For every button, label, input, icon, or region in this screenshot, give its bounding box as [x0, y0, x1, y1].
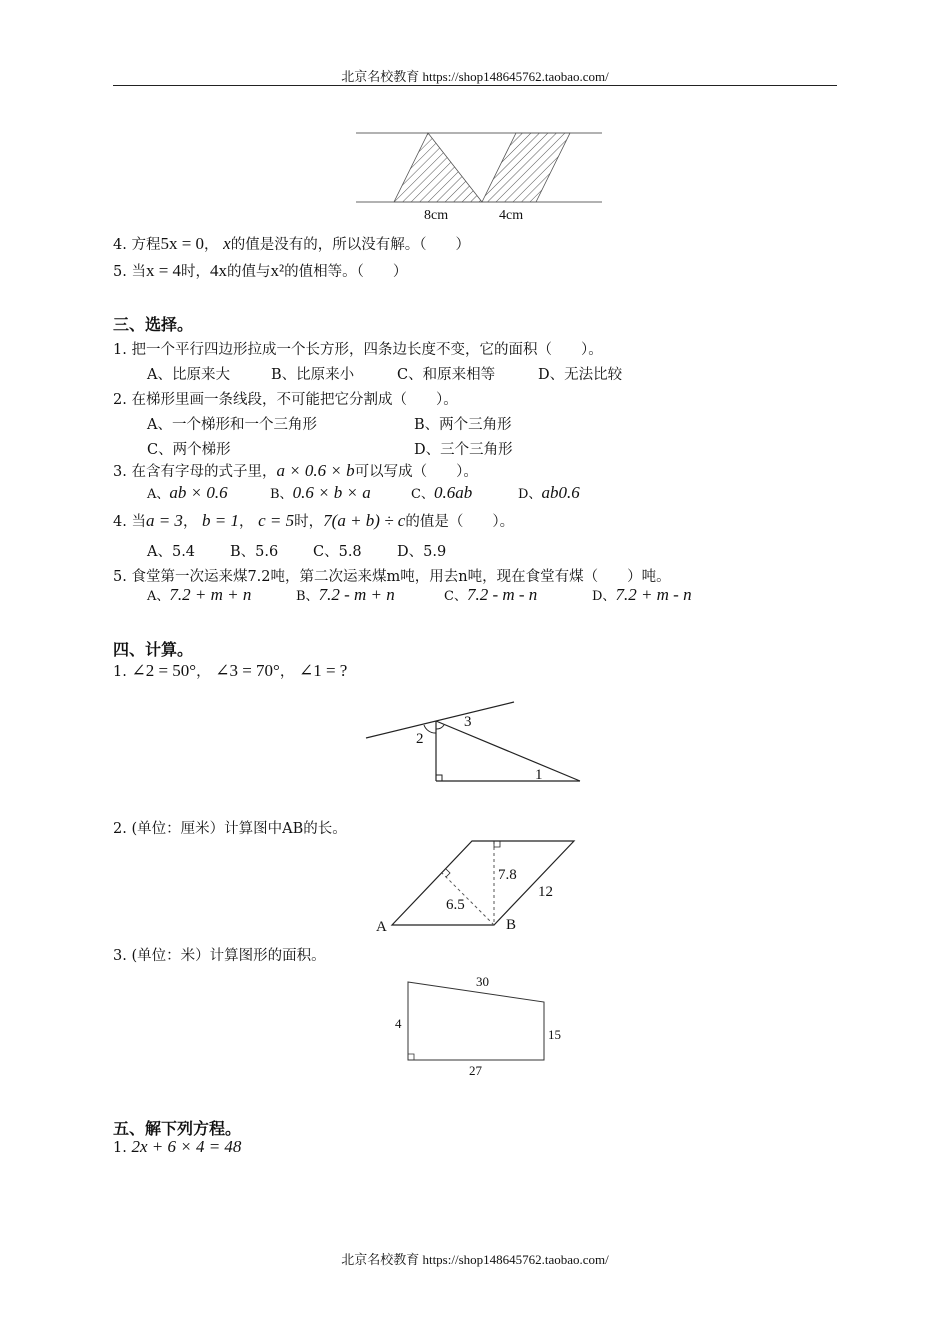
parallel-lines-figure	[340, 120, 620, 230]
q2-option-b: B、两个三角形	[414, 417, 512, 433]
angle-triangle-figure	[360, 695, 590, 790]
label-6-5: 6.5	[446, 897, 465, 913]
q4-option-c: C、5.8	[313, 544, 362, 560]
section-3-title: 三、选择。	[113, 315, 194, 334]
hypotenuse	[436, 721, 580, 781]
q3-option-c: C、0.6ab	[411, 483, 473, 502]
angle-3-arc	[436, 725, 444, 729]
page-header: 北京名校教育 https://shop148645762.taobao.com/	[341, 69, 609, 84]
q2-option-a: A、一个梯形和一个三角形	[147, 417, 317, 433]
calc-question-1: 1. ∠2 = 50°， ∠3 = 70°， ∠1 = ?	[113, 661, 348, 680]
q2-option-d: D、三个三角形	[414, 442, 513, 458]
judge-question-4: 4. 方程5x = 0， x的值是没有的，所以没有解。（ ）	[113, 234, 470, 253]
q2-option-c: C、两个梯形	[147, 442, 231, 458]
judge-question-5: 5. 当x = 4时，4x的值与x²的值相等。（ ）	[113, 261, 408, 280]
shaded-parallelogram	[482, 133, 570, 202]
section-4-title: 四、计算。	[113, 640, 194, 659]
label-4cm: 4cm	[499, 208, 524, 223]
q4-option-a: A、5.4	[147, 544, 196, 560]
choice-question-2: 2. 在梯形里画一条线段，不可能把它分割成（ ）。	[113, 392, 458, 408]
angle-label-1: 1	[535, 767, 543, 783]
angle-label-2: 2	[416, 731, 424, 747]
right-angle-mark-3	[408, 1054, 414, 1060]
choice-question-4: 4. 当a = 3， b = 1， c = 5时，7(a + b) ÷ c的值是（ ）。	[113, 511, 515, 530]
vertex-label-a: A	[376, 919, 387, 935]
q5-option-a: A、7.2 + m + n	[147, 585, 252, 604]
choice-question-1: 1. 把一个平行四边形拉成一个长方形，四条边长度不变，它的面积（ ）。	[113, 342, 603, 358]
label-27: 27	[469, 1063, 482, 1078]
right-angle-mark	[436, 775, 442, 781]
trapezoid-outline	[408, 982, 544, 1060]
angle-2-arc	[424, 725, 436, 733]
choice-question-5: 5. 食堂第一次运来煤7.2吨，第二次运来煤m吨，用去n吨，现在食堂有煤（ ）吨。	[113, 569, 671, 585]
page-footer: 北京名校教育 https://shop148645762.taobao.com/	[341, 1252, 609, 1267]
q1-option-a: A、比原来大	[147, 367, 230, 383]
q4-option-d: D、5.9	[397, 544, 447, 560]
q5-option-d: D、7.2 + m - n	[592, 585, 692, 604]
q3-option-a: A、ab × 0.6	[147, 483, 228, 502]
label-8cm: 8cm	[424, 208, 449, 223]
q5-option-b: B、7.2 - m + n	[296, 585, 395, 604]
trapezoid-figure	[380, 968, 580, 1080]
slanted-line	[366, 702, 514, 738]
q1-option-c: C、和原来相等	[397, 367, 496, 383]
q3-option-d: D、ab0.6	[518, 483, 580, 502]
label-4: 4	[395, 1016, 402, 1031]
label-30: 30	[476, 974, 489, 989]
q1-option-b: B、比原来小	[271, 367, 355, 383]
section-5-title: 五、解下列方程。	[113, 1119, 242, 1138]
calc-question-3: 3. (单位：米）计算图形的面积。	[113, 948, 326, 964]
label-12: 12	[538, 884, 553, 900]
q4-option-b: B、5.6	[230, 544, 279, 560]
label-15: 15	[548, 1027, 561, 1042]
q3-option-b: B、0.6 × b × a	[270, 483, 371, 502]
equation-question-1: 1. 2x + 6 × 4 = 48	[113, 1137, 242, 1156]
shaded-triangle	[394, 133, 482, 202]
right-angle-mark-top	[494, 841, 500, 847]
calc-question-2: 2. (单位：厘米）计算图中AB的长。	[113, 821, 347, 837]
vertex-label-b: B	[506, 917, 517, 933]
q5-option-c: C、7.2 - m - n	[444, 585, 538, 604]
parallelogram-figure	[370, 835, 585, 935]
angle-label-3: 3	[464, 714, 472, 730]
label-7-8: 7.8	[498, 867, 517, 883]
q1-option-d: D、无法比较	[538, 367, 623, 383]
right-angle-mark-side	[446, 869, 450, 877]
header-rule	[113, 85, 837, 86]
parallelogram-outline	[392, 841, 574, 925]
choice-question-3: 3. 在含有字母的式子里，a × 0.6 × b可以写成（ ）。	[113, 461, 478, 480]
